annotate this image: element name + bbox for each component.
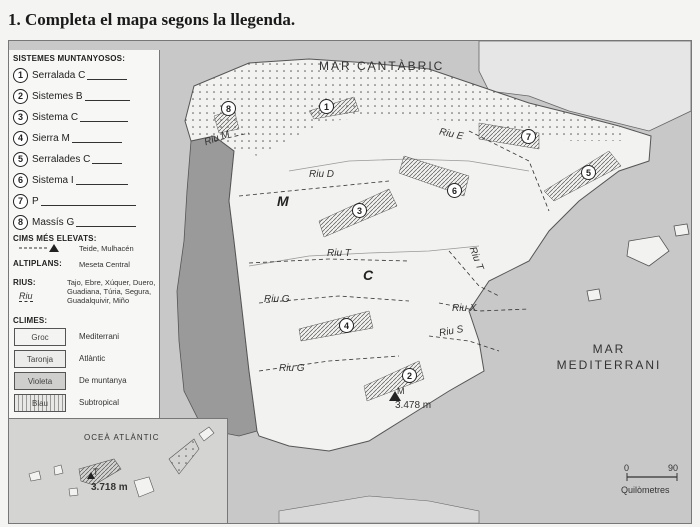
answer-blank[interactable] xyxy=(76,175,128,185)
legend-mountain-row-1 xyxy=(13,67,127,83)
legend-mountain-label: Serralades C xyxy=(32,153,91,165)
answer-blank[interactable] xyxy=(72,133,122,143)
meseta-letter-c: C xyxy=(363,267,374,283)
climate-label-subtropical: Subtropical xyxy=(79,398,120,407)
climate-label-mediterranean: Mediterrani xyxy=(79,332,120,341)
legend-plateaus-text: Meseta Central xyxy=(79,260,130,269)
answer-blank[interactable] xyxy=(85,91,130,101)
legend-peaks-heading: CIMS MÉS ELEVATS: xyxy=(13,234,97,243)
mountain-number-5: 5 xyxy=(581,165,596,180)
legend-mountain-row-5 xyxy=(13,151,122,167)
legend-mountain-row-6 xyxy=(13,172,128,188)
mulhacen-height: 3.478 m xyxy=(395,400,432,411)
teide-letter: T xyxy=(93,467,99,477)
mountain-number-4: 4 xyxy=(339,318,354,333)
mountain-number-3: 3 xyxy=(352,203,367,218)
sea-east-label: MAR MEDITERRANI xyxy=(556,342,662,372)
climate-label-atlantic: Atlàntic xyxy=(79,354,106,363)
inset-ocean-label: OCEÀ ATLÀNTIC xyxy=(84,433,160,442)
river-label-guadalquivir: Riu G xyxy=(279,363,305,374)
river-label-tajo: Riu T xyxy=(327,248,351,259)
climate-box-yellow: Groc xyxy=(14,328,66,346)
legend-number: 3 xyxy=(13,110,28,125)
scale-unit: Quilòmetres xyxy=(621,485,670,495)
legend-mountain-row-2 xyxy=(13,88,130,104)
mountain-number-8: 8 xyxy=(221,101,236,116)
climate-box-blue: Blau xyxy=(14,394,66,412)
mountain-number-7: 7 xyxy=(521,129,536,144)
legend-mountain-label: P xyxy=(32,195,39,207)
legend-plateaus-heading: ALTIPLANS: xyxy=(13,259,62,268)
map-legend xyxy=(9,50,160,419)
legend-mountain-label: Serralada C xyxy=(32,69,86,81)
mulhacen-letter: M xyxy=(397,386,405,396)
meseta-letter-m: M xyxy=(277,193,289,209)
legend-rivers-text: Tajo, Ebre, Xúquer, Duero, Guadiana, Túria, Segura, Guadalquivir, Miño xyxy=(67,278,156,305)
answer-blank[interactable] xyxy=(80,112,128,122)
legend-number: 2 xyxy=(13,89,28,104)
balearic-menorca xyxy=(674,224,689,236)
legend-rivers-heading: RIUS: xyxy=(13,278,36,287)
river-label-turia: Riu T xyxy=(466,245,486,272)
river-label-segura: Riu S xyxy=(438,323,465,340)
river-label-guadiana: Riu G xyxy=(264,294,290,305)
canary-islands-map xyxy=(9,419,227,523)
peak-symbol-icon xyxy=(19,242,63,254)
legend-number: 1 xyxy=(13,68,28,83)
legend-climates-heading: CLIMES: xyxy=(13,316,48,325)
sea-north-label: MAR CANTÀBRIC xyxy=(319,59,445,73)
climate-box-orange: Taronja xyxy=(14,350,66,368)
scale-min: 0 xyxy=(624,463,630,473)
page-title: 1. Completa el mapa segons la llegenda. xyxy=(8,10,296,29)
answer-blank[interactable] xyxy=(76,217,136,227)
mountain-number-2: 2 xyxy=(402,368,417,383)
legend-mountain-row-7 xyxy=(13,193,136,209)
legend-number: 8 xyxy=(13,215,28,230)
legend-peaks-text: Teide, Mulhacén xyxy=(79,244,134,253)
climate-box-violet: Violeta xyxy=(14,372,66,390)
legend-number: 5 xyxy=(13,152,28,167)
climate-label-mountain: De muntanya xyxy=(79,376,127,385)
legend-river-symbol: Riu xyxy=(19,291,33,301)
scale-max: 90 xyxy=(668,463,679,473)
legend-mountain-row-8 xyxy=(13,214,136,230)
legend-mountain-row-4 xyxy=(13,130,122,146)
teide-height: 3.718 m xyxy=(91,482,128,493)
legend-mountain-label: Sierra M xyxy=(32,132,70,144)
answer-blank[interactable] xyxy=(87,70,127,80)
answer-blank[interactable] xyxy=(92,154,122,164)
legend-mountain-label: Massís G xyxy=(32,216,75,228)
river-label-duero: Riu D xyxy=(309,169,335,180)
mountain-number-1: 1 xyxy=(319,99,334,114)
legend-number: 6 xyxy=(13,173,28,188)
legend-mountain-label: Sistema I xyxy=(32,174,74,186)
balearic-ibiza xyxy=(587,289,601,301)
legend-number: 7 xyxy=(13,194,28,209)
river-label-xuquer: Riu X xyxy=(452,303,477,314)
legend-number: 4 xyxy=(13,131,28,146)
mountain-number-6: 6 xyxy=(447,183,462,198)
canary-islands-inset xyxy=(9,418,228,523)
river-label-ebre: Riu E xyxy=(438,126,465,143)
answer-blank[interactable] xyxy=(41,196,136,206)
legend-mountain-label: Sistemes B xyxy=(32,90,83,102)
legend-mountain-row-3 xyxy=(13,109,128,125)
legend-mountains-heading: SISTEMES MUNTANYOSOS: xyxy=(13,54,126,63)
legend-mountain-label: Sistema C xyxy=(32,111,79,123)
river-label-minho: Riu M xyxy=(202,128,232,149)
